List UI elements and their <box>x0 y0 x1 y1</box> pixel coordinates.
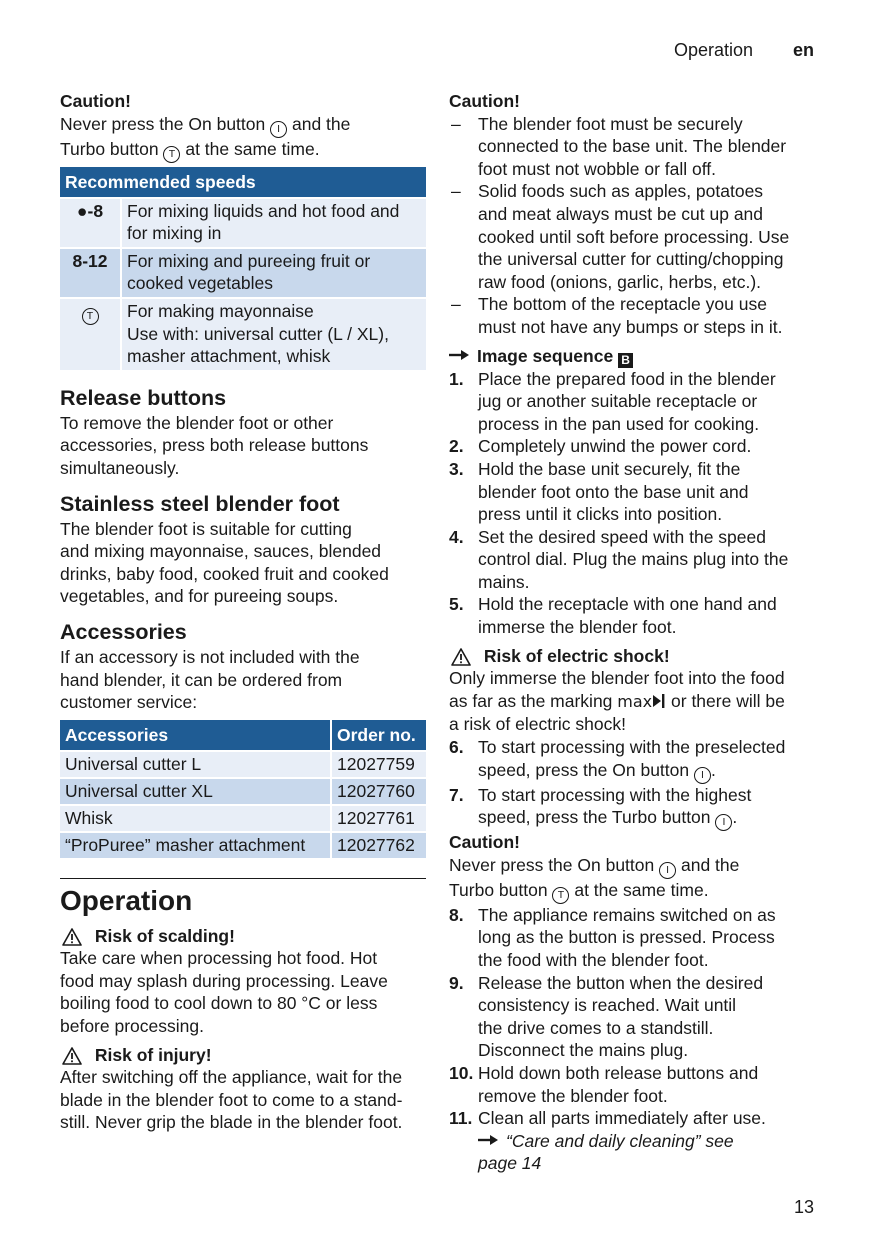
warning-title-text: Risk of scalding! <box>94 925 235 946</box>
accessory-name: “ProPuree” masher attachment <box>60 832 331 858</box>
steps-list-b <box>449 904 821 1175</box>
accessories-text <box>60 646 426 714</box>
image-sequence-label <box>449 345 821 368</box>
table-row <box>60 832 426 858</box>
speed-description <box>121 248 426 298</box>
scalding-warning-title <box>60 925 426 948</box>
text-line: control dial. Plug the mains plug into the <box>478 549 789 570</box>
dash-mark: – <box>451 181 461 202</box>
accessory-order-no: 12027759 <box>331 751 426 778</box>
arrow-right-icon <box>478 1134 500 1146</box>
text-line: To remove the blender foot or other <box>60 412 334 433</box>
text-line: speed, press the On button <box>478 759 690 780</box>
caution-text-part: Turbo button <box>449 879 548 900</box>
step-number: 4. <box>449 526 464 547</box>
caution-text-part: at the same time. <box>185 138 320 159</box>
text-line: The blender foot is suitable for cutting <box>60 518 352 539</box>
caution-title: Caution! <box>449 91 520 111</box>
step-number: 2. <box>449 436 464 457</box>
max-marker-icon <box>652 693 666 709</box>
caution-text-part: Never press the On button <box>60 113 266 134</box>
caution-list <box>449 113 821 339</box>
speed-desc-line: For making mayonnaise <box>127 300 314 321</box>
max-marking: max <box>617 691 653 711</box>
caution-title: Caution! <box>449 832 520 853</box>
text-line: drinks, baby food, cooked fruit and cooked <box>60 563 389 584</box>
text-line: To start processing with the preselected <box>478 737 786 758</box>
text-line: as far as the marking <box>449 690 613 711</box>
text-line: To start processing with the highest <box>478 784 752 805</box>
step-number: 9. <box>449 972 464 993</box>
operation-heading: Operation <box>60 884 193 916</box>
caution-text-part: Turbo button <box>60 138 159 159</box>
dash-mark: – <box>451 113 461 134</box>
caution-text-part: and the <box>292 113 351 134</box>
list-item <box>449 904 821 972</box>
turbo-button-icon: T <box>82 308 99 325</box>
list-item <box>449 784 821 832</box>
speed-desc-line: for mixing in <box>127 223 222 244</box>
accessory-order-no: 12027762 <box>331 832 426 858</box>
text-line: If an accessory is not included with the <box>60 646 360 667</box>
text-line: Clean all parts immediately after use. <box>478 1108 766 1129</box>
table-row <box>60 298 426 370</box>
cross-reference-page[interactable]: page 14 <box>478 1153 542 1174</box>
speed-level: ●-8 <box>60 198 121 248</box>
turbo-button-icon: I <box>715 814 732 831</box>
header-section-title: Operation <box>674 40 754 60</box>
speed-desc-line: Use with: universal cutter (L / XL), <box>127 323 389 344</box>
step-number: 11. <box>449 1108 473 1129</box>
speed-level <box>60 298 121 370</box>
blender-foot-heading: Stainless steel blender foot <box>60 491 340 516</box>
text-line: must not have any bumps or steps in it. <box>478 316 783 337</box>
text-line: Set the desired speed with the speed <box>478 526 766 547</box>
list-item <box>449 368 821 436</box>
text-line: remove the blender foot. <box>478 1085 668 1106</box>
header-language: en <box>793 40 815 60</box>
arrow-right-icon <box>449 349 471 361</box>
caution-text-part: and the <box>681 854 740 875</box>
text-line: Completely unwind the power cord. <box>478 436 752 457</box>
period: . <box>711 759 716 780</box>
text-line: still. Never grip the blade in the blender foot. <box>60 1112 403 1133</box>
text-line: long as the button is pressed. Process <box>478 927 775 948</box>
text-line: speed, press the Turbo button <box>478 807 711 828</box>
dash-mark: – <box>451 294 461 315</box>
list-item <box>449 593 821 638</box>
text-line: Disconnect the mains plug. <box>478 1040 689 1061</box>
step-number: 5. <box>449 594 464 615</box>
text-line: and mixing mayonnaise, sauces, blended <box>60 541 382 562</box>
text-line: Solid foods such as apples, potatoes <box>478 181 764 202</box>
text-line: The appliance remains switched on as <box>478 904 776 925</box>
text-line: raw food (onions, garlic, herbs, etc.). <box>478 271 762 292</box>
list-item <box>449 458 821 526</box>
left-column <box>60 90 426 1134</box>
cross-reference-link[interactable]: “Care and daily cleaning” see <box>506 1130 734 1151</box>
caution-title: Caution! <box>60 91 131 111</box>
caution-text-part: at the same time. <box>574 879 709 900</box>
text-line: blender foot onto the base unit and <box>478 481 749 502</box>
text-line: jug or another suitable receptacle or <box>478 391 758 412</box>
caution-text-part: Never press the On button <box>449 854 655 875</box>
table-row <box>60 198 426 248</box>
text-line: press until it clicks into position. <box>478 504 723 525</box>
text-line: Take care when processing hot food. Hot <box>60 948 378 969</box>
accessories-heading: Accessories <box>60 619 187 644</box>
period: . <box>732 807 738 828</box>
section-divider <box>60 878 426 879</box>
warning-title-text: Risk of electric shock! <box>483 645 670 666</box>
text-line: or there will be <box>671 690 785 711</box>
caution-text <box>449 854 821 904</box>
on-button-icon: I <box>659 862 676 879</box>
table-row <box>60 778 426 805</box>
step-number: 8. <box>449 904 464 925</box>
text-line: simultaneously. <box>60 457 180 478</box>
order-no-col-header: Order no. <box>331 720 426 751</box>
injury-warning-title <box>60 1044 426 1067</box>
table-row <box>60 751 426 778</box>
text-line: Only immerse the blender foot into the food <box>449 668 785 689</box>
on-button-icon: I <box>694 767 711 784</box>
table-row <box>60 805 426 832</box>
text-line: food may splash during processing. Leave <box>60 970 388 991</box>
list-item <box>449 293 821 338</box>
text-line: Release the button when the desired <box>478 972 764 993</box>
page-header <box>0 40 875 64</box>
accessory-name: Universal cutter XL <box>60 778 331 805</box>
release-buttons-heading: Release buttons <box>60 385 227 410</box>
warning-title-text: Risk of injury! <box>94 1044 212 1065</box>
text-line: vegetables, and for pureeing soups. <box>60 586 339 607</box>
step-number: 7. <box>449 784 464 805</box>
accessories-table <box>60 720 426 858</box>
list-item <box>449 1107 821 1175</box>
turbo-button-icon: T <box>163 146 180 163</box>
text-line: foot must not wobble or fall off. <box>478 158 717 179</box>
image-sequence-letter: B <box>618 353 633 368</box>
step-number: 3. <box>449 458 464 479</box>
speed-desc-line: For mixing liquids and hot food and <box>127 200 400 221</box>
accessory-name: Whisk <box>60 805 331 832</box>
steps-list-6-7 <box>449 736 821 831</box>
speeds-table-header: Recommended speeds <box>60 167 426 198</box>
on-button-icon: I <box>270 121 287 138</box>
text-line: the universal cutter for cutting/chopping <box>478 249 784 270</box>
text-line: Hold the receptacle with one hand and <box>478 594 777 615</box>
blender-foot-text <box>60 518 426 608</box>
speed-desc-line: masher attachment, whisk <box>127 346 331 367</box>
text-line: immerse the blender foot. <box>478 617 677 638</box>
list-item <box>449 180 821 293</box>
caution-text <box>60 113 426 163</box>
list-item <box>449 736 821 784</box>
text-line: the food with the blender foot. <box>478 950 709 970</box>
text-line: connected to the base unit. The blender <box>478 136 787 157</box>
steps-list-a <box>449 368 821 639</box>
scalding-warning-text <box>60 947 426 1037</box>
text-line: a risk of electric shock! <box>449 714 626 735</box>
list-item <box>449 526 821 594</box>
speed-description <box>121 198 426 248</box>
text-line: accessories, press both release buttons <box>60 435 369 456</box>
text-line: process in the pan used for cooking. <box>478 413 760 434</box>
text-line: and meat always must be cut up and <box>478 203 764 224</box>
recommended-speeds-table <box>60 167 426 370</box>
right-column <box>449 90 821 1175</box>
text-line: mains. <box>478 571 530 592</box>
turbo-button-icon: T <box>552 887 569 904</box>
text-line: customer service: <box>60 692 198 713</box>
text-line: blade in the blender foot to come to a stand- <box>60 1089 403 1110</box>
list-item <box>449 435 821 458</box>
text-line: boiling food to cool down to 80 °C or less <box>60 993 378 1014</box>
speed-desc-line: For mixing and pureeing fruit or <box>127 250 371 271</box>
text-line: cooked until soft before processing. Use <box>478 226 790 247</box>
step-number: 6. <box>449 737 464 758</box>
text-line: The bottom of the receptacle you use <box>478 294 767 315</box>
text-line: consistency is reached. Wait until <box>478 995 737 1016</box>
table-row <box>60 248 426 298</box>
step-number: 10. <box>449 1062 474 1083</box>
text-line: Hold down both release buttons and <box>478 1062 759 1083</box>
electric-shock-warning-title <box>449 645 821 668</box>
text-line: Hold the base unit securely, fit the <box>478 458 741 479</box>
accessory-order-no: 12027760 <box>331 778 426 805</box>
list-item <box>449 113 821 181</box>
list-item <box>449 1062 821 1107</box>
accessory-name: Universal cutter L <box>60 751 331 778</box>
list-item <box>449 972 821 1062</box>
text-line: Place the prepared food in the blender <box>478 368 776 389</box>
text-line: hand blender, it can be ordered from <box>60 669 343 690</box>
speed-desc-line: cooked vegetables <box>127 273 273 294</box>
speed-level: 8-12 <box>60 248 121 298</box>
speed-description <box>121 298 426 370</box>
page-number: 13 <box>794 1197 815 1217</box>
text-line: After switching off the appliance, wait for the <box>60 1067 403 1088</box>
text-line: the drive comes to a standstill. <box>478 1017 714 1038</box>
accessory-order-no: 12027761 <box>331 805 426 832</box>
text-line: The blender foot must be securely <box>478 113 743 134</box>
image-sequence-text: Image sequence <box>477 345 614 366</box>
accessories-col-header: Accessories <box>60 720 331 751</box>
step-number: 1. <box>449 368 464 389</box>
text-line: before processing. <box>60 1016 204 1037</box>
injury-warning-text <box>60 1066 426 1134</box>
release-buttons-text <box>60 412 426 480</box>
electric-shock-warning-text <box>449 667 821 736</box>
